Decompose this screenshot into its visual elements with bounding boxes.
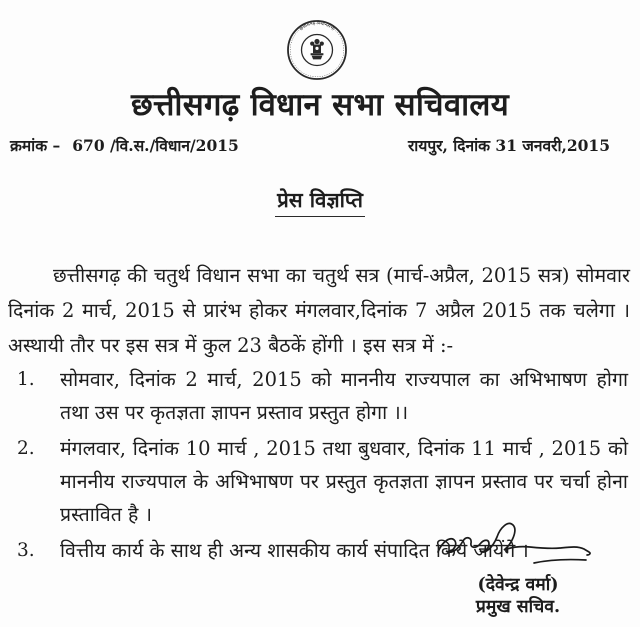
assembly-seal-icon [286, 19, 348, 81]
intro-paragraph: छत्तीसगढ़ की चतुर्थ विधान सभा का चतुर्थ सत्र (मार्च-अप्रैल, 2015 सत्र) सोमवार दिनांक 2 मार्च, 2015 से प्रारंभ होकर मंगलवार,दिनांक 7 अप्रैल 2015 तक चलेगा । अस्थायी तौर पर इस सत्र में कुल 23 बैठकें होंगी । इस सत्र में :- [8, 264, 630, 357]
lion-capital-icon [310, 39, 324, 59]
reference-label: क्रमांक – [10, 136, 61, 155]
list-item-text: वित्तीय कार्य के साथ ही अन्य शासकीय कार्य संपादित किये जायेंगे । [60, 539, 529, 562]
list-item-text: सोमवार, दिनांक 2 मार्च, 2015 को माननीय राज्यपाल का अभिभाषण होगा तथा उस पर कृतज्ञता ज्ञापन प्रस्ताव प्रस्तुत होगा ।। [60, 368, 628, 424]
list-item-number: 1. [17, 369, 35, 390]
list-item [8, 432, 630, 531]
organization-name: छत्तीसगढ़ विधान सभा सचिवालय [130, 87, 510, 123]
place-and-date: रायपुर, दिनांक 31 जनवरी,2015 [407, 136, 610, 155]
list-item-number: 2. [17, 438, 35, 459]
handwritten-signature [418, 522, 618, 572]
reference-value: 670 /वि.स./विधान/2015 [72, 136, 239, 155]
list-item-text: मंगलवार, दिनांक 10 मार्च , 2015 तथा बुधवार, दिनांक 11 मार्च , 2015 को माननीय राज्यपाल के अभिभाषण पर प्रस्तुत कृतज्ञता ज्ञापन प्रस्ताव पर चर्चा होना प्रस्तावित है । [60, 437, 628, 526]
list-item [8, 363, 630, 429]
document-title-text: प्रेस विज्ञप्ति [275, 186, 365, 217]
signatory-designation: प्रमुख सचिव. [475, 597, 561, 617]
list-item-number: 3. [17, 540, 35, 561]
document-title [0, 186, 640, 217]
reference-row [10, 134, 610, 156]
reference-number [10, 134, 239, 156]
signatory-name: (देवेन्द्र वर्मा) [477, 575, 559, 595]
signature-block [418, 522, 618, 618]
seal-ring-text: छत्तीसगढ़ विधानसभा [299, 21, 335, 33]
